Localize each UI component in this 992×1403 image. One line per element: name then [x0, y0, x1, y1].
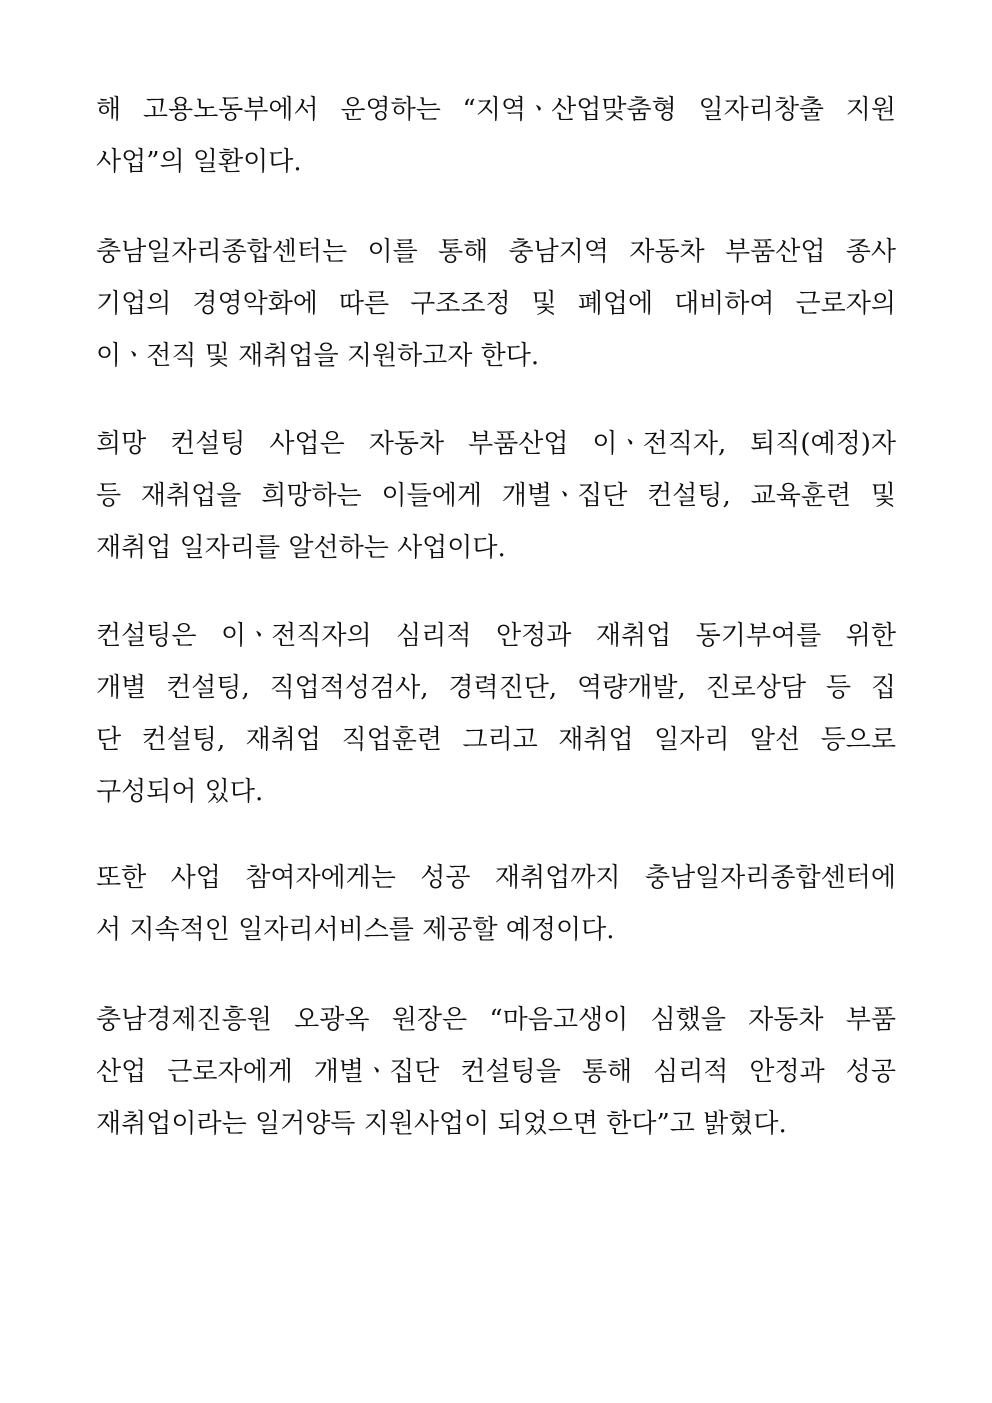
paragraph-line: 충남일자리종합센터는 이를 통해 충남지역 자동차 부품산업 종사 — [96, 237, 896, 267]
paragraph-2 — [96, 226, 896, 382]
paragraph-line: 산업 근로자에게 개별ㆍ집단 컨설팅을 통해 심리적 안정과 성공 — [96, 1057, 896, 1087]
paragraph-6 — [96, 994, 896, 1150]
paragraph-line: 재취업이라는 일거양득 지원사업이 되었으면 한다”고 밝혔다. — [96, 1109, 787, 1139]
paragraph-line: 해 고용노동부에서 운영하는 “지역ㆍ산업맞춤형 일자리창출 지원 — [96, 95, 896, 125]
paragraph-1 — [96, 84, 896, 188]
paragraph-line: 컨설팅은 이ㆍ전직자의 심리적 안정과 재취업 동기부여를 위한 — [96, 621, 896, 651]
paragraph-line: 이ㆍ전직 및 재취업을 지원하고자 한다. — [96, 341, 540, 371]
paragraph-line: 기업의 경영악화에 따른 구조조정 및 폐업에 대비하여 근로자의 — [96, 289, 896, 319]
paragraph-line: 단 컨설팅, 재취업 직업훈련 그리고 재취업 일자리 알선 등으로 — [96, 725, 896, 755]
paragraph-line: 사업”의 일환이다. — [96, 147, 302, 177]
paragraph-line: 구성되어 있다. — [96, 777, 264, 807]
paragraph-line: 또한 사업 참여자에게는 성공 재취업까지 충남일자리종합센터에 — [96, 863, 896, 893]
paragraph-line: 충남경제진흥원 오광옥 원장은 “마음고생이 심했을 자동차 부품 — [96, 1005, 896, 1035]
paragraph-line: 개별 컨설팅, 직업적성검사, 경력진단, 역량개발, 진로상담 등 집 — [96, 673, 896, 703]
paragraph-5 — [96, 852, 896, 956]
paragraph-3 — [96, 418, 896, 574]
paragraph-line: 서 지속적인 일자리서비스를 제공할 예정이다. — [96, 915, 615, 945]
paragraph-line: 등 재취업을 희망하는 이들에게 개별ㆍ집단 컨설팅, 교육훈련 및 — [96, 481, 896, 511]
paragraph-4 — [96, 610, 896, 818]
paragraph-line: 재취업 일자리를 알선하는 사업이다. — [96, 533, 506, 563]
paragraph-line: 희망 컨설팅 사업은 자동차 부품산업 이ㆍ전직자, 퇴직(예정)자 — [96, 429, 896, 459]
